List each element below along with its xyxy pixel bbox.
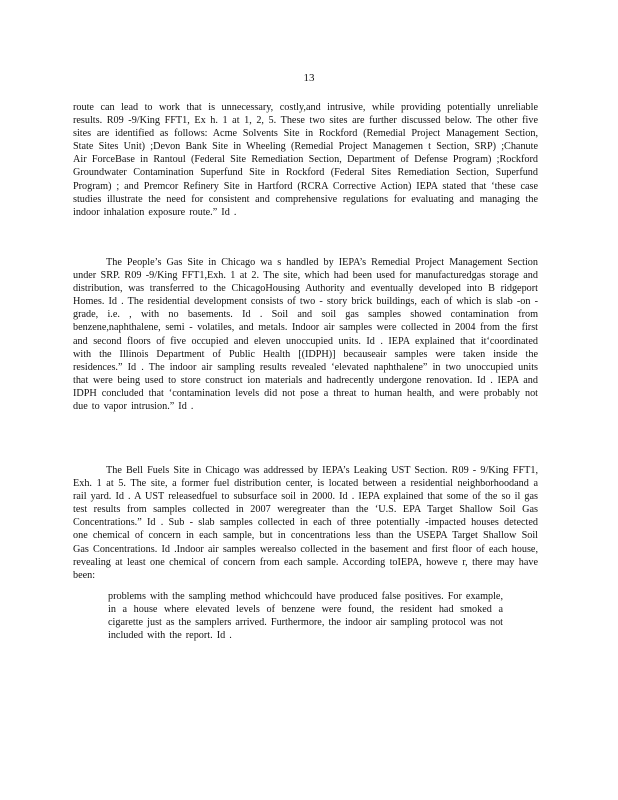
paragraph-bell-fuels-site: The Bell Fuels Site in Chicago was addressed by IEPA’s Leaking UST Section. R09 - 9/King FFT1, Exh. 1 at 5. The site, a former fuel distribution center, is located between a residential neighborhoodand a rail yard. Id . A UST releasedfuel to subsurface soil in 2000. Id . IEPA explained that some of the so il gas test results from samples collected in 2007 weregreater than the ‘U.S. EPA Target Shallow Soil Gas Concentrations.” Id . Sub - slab samples collected in each of three potentially -impacted houses detected one chemical of concern in each sample, but in concentrations less than the USEPA Target Shallow Soil Gas Concentrations. Id .Indoor air samples werealso collected in the basement and first floor of each house, revealing at least one chemical of concern from each sample. According toIEPA, howeve r, there may have been: <box>73 465 538 581</box>
paragraph-intro-sites: route can lead to work that is unnecessary, costly,and intrusive, while providing potentially unreliable results. R09 -9/King FFT1, Ex h. 1 at 1, 2, 5. These two sites are further discussed below. The other five sites are identified as follows: Acme Solvents Site in Rockford (Remedial Project Management Section, State Sites Unit) ;Devon Bank Site in Wheeling (Remedial Project Managemen t Section, SRP) ;Chanute Air ForceBase in Rantoul (Federal Site Remediation Section, Department of Defense Program) ;Rockford Groundwater Contamination Superfund Site in Rockford (Federal Sites Remediation Section, Superfund Program) ; and Premcor Refinery Site in Hartford (RCRA Corrective Action) IEPA stated that ‘these case studies illustrate the need for consistent and comprehensive regulations for evaluating and managing the indoor inhalation exposure route.” Id . <box>73 102 538 218</box>
block-quote: problems with the sampling method whichcould have produced false positives. For example, in a house where elevated levels of benzene were found, the resident had smoked a cigarette just as the samplers arrived. Furthermore, the indoor air sampling protocol was not included with the report. Id . <box>108 591 503 642</box>
page-number: 13 <box>303 72 315 84</box>
paragraph-peoples-gas-site: The People’s Gas Site in Chicago wa s handled by IEPA’s Remedial Project Management Section under SRP. R09 -9/King FFT1,Exh. 1 at 2. The site, which had been used for manufacturedgas storage and distribution, was transferred to the ChicagoHousing Authority and eventually developed into B ridgeport Homes. Id . The residential development consists of two - story brick buildings, each of which is slab -on -grade, i.e. , with no basements. Id . Soil and soil gas samples showed contamination from benzene,naphthalene, semi - volatiles, and metals. Indoor air samples were collected in 2004 from the first and second floors of five occupied and eleven unoccupied units. Id . IEPA explained that it‘coordinated with the Illinois Department of Public Health [(IDPH)] becauseair samples were taken inside the residences.” Id . The indoor air sampling results revealed ‘elevated naphthalene” in two unoccupied units that were being used to store construct ion materials and hadrecently undergone renovation. Id . IEPA and IDPH concluded that ‘contamination levels did not pose a threat to human health, and were probably not due to vapor intrusion.” Id . <box>73 257 538 413</box>
